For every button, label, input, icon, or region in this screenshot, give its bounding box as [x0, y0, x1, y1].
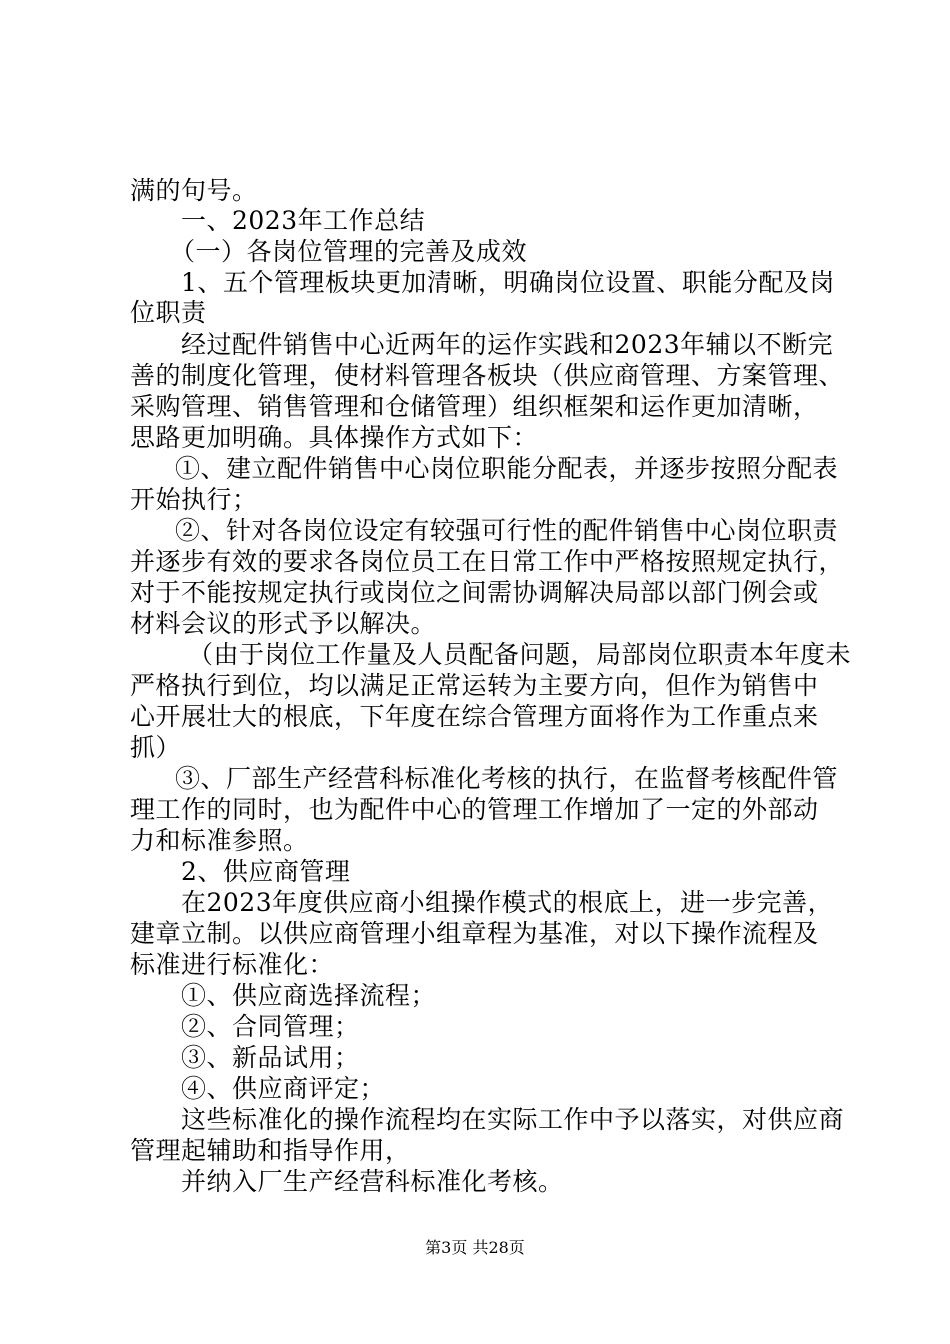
- text-line: ②、针对各岗位设定有较强可行性的配件销售中心岗位职责: [175, 516, 839, 545]
- text-line: 思路更加明确。具体操作方式如下：: [130, 423, 539, 452]
- text-line: ③、厂部生产经营科标准化考核的执行，在监督考核配件管: [175, 764, 839, 793]
- text-line: 力和标准参照。: [130, 826, 309, 855]
- text-line: 并纳入厂生产经营科标准化考核。: [181, 1167, 564, 1196]
- text-line: 心开展壮大的根底，下年度在综合管理方面将作为工作重点来: [130, 702, 819, 731]
- text-line: 对于不能按规定执行或岗位之间需协调解决局部以部门例会或: [130, 578, 819, 607]
- text-line: 建章立制。以供应商管理小组章程为基准，对以下操作流程及: [130, 919, 819, 948]
- section-heading: 一、2023年工作总结: [181, 206, 426, 235]
- item-heading: 1、五个管理板块更加清晰，明确岗位设置、职能分配及岗: [181, 268, 835, 297]
- text-line: 材料会议的形式予以解决。: [130, 609, 437, 638]
- text-line: 这些标准化的操作流程均在实际工作中予以落实，对供应商: [181, 1105, 845, 1134]
- text-line: 采购管理、销售管理和仓储管理）组织框架和运作更加清晰，: [130, 392, 819, 421]
- subsection-heading: （一）各岗位管理的完善及成效: [170, 237, 528, 266]
- text-line: 位职责: [130, 298, 207, 327]
- text-line: 严格执行到位，均以满足正常运转为主要方向，但作为销售中: [130, 671, 819, 700]
- text-line: 开始执行；: [130, 485, 258, 514]
- text-line: 理工作的同时，也为配件中心的管理工作增加了一定的外部动: [130, 795, 819, 824]
- list-item: ①、供应商选择流程；: [181, 981, 437, 1010]
- text-line: 并逐步有效的要求各岗位员工在日常工作中严格按照规定执行，: [130, 547, 845, 576]
- text-line: 在2023年度供应商小组操作模式的根底上，进一步完善，: [181, 888, 834, 917]
- text-line: ①、建立配件销售中心岗位职能分配表，并逐步按照分配表: [175, 454, 839, 483]
- page-footer: 第3页 共28页: [425, 1238, 525, 1257]
- list-item: ②、合同管理；: [181, 1012, 360, 1041]
- text-line: 满的句号。: [130, 176, 258, 205]
- text-line: （由于岗位工作量及人员配备问题，局部岗位职责本年度未: [188, 640, 852, 669]
- item-heading: 2、供应商管理: [181, 857, 351, 886]
- text-line: 经过配件销售中心近两年的运作实践和2023年辅以不断完: [181, 330, 834, 359]
- list-item: ④、供应商评定；: [181, 1074, 386, 1103]
- text-line: 抓）: [130, 733, 182, 762]
- text-line: 标准进行标准化：: [130, 950, 335, 979]
- text-line: 管理起辅助和指导作用，: [130, 1136, 411, 1165]
- list-item: ③、新品试用；: [181, 1043, 360, 1072]
- text-line: 善的制度化管理，使材料管理各板块（供应商管理、方案管理、: [130, 361, 845, 390]
